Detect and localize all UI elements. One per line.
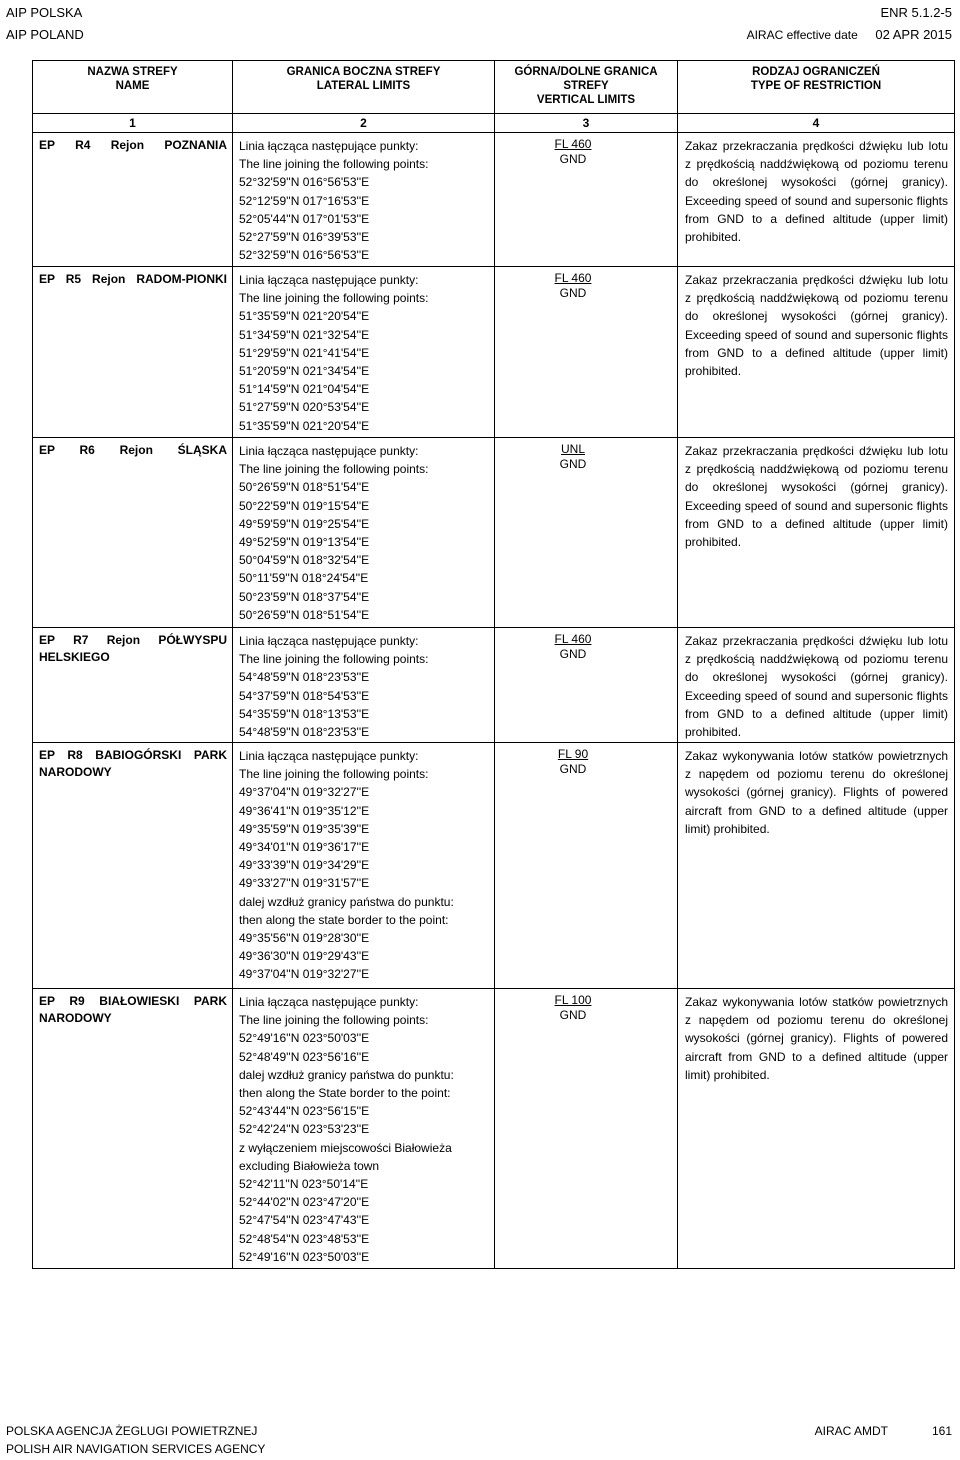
table-row: [33, 628, 955, 743]
lateral-limit-line: 52°44'02''N 023°47'20''E: [239, 1195, 370, 1210]
upper-limit: FL 100: [554, 993, 592, 1007]
lateral-limits-cell: [233, 133, 495, 267]
lateral-limit-line: 52°32'59''N 016°56'53''E: [239, 175, 370, 190]
lateral-limit-line: excluding Białowieża town: [239, 1158, 380, 1173]
effective-date: 02 APR 2015: [875, 27, 952, 42]
vertical-limits-cell: [495, 628, 678, 743]
upper-limit: FL 460: [554, 271, 592, 285]
agency-name-pl: POLSKA AGENCJA ŻEGLUGI POWIETRZNEJ: [6, 1424, 258, 1438]
area-name-cell: [33, 989, 233, 1269]
table-row: [33, 438, 955, 628]
lateral-limit-line: dalej wzdłuż granicy państwa do punktu:: [239, 1067, 454, 1082]
lateral-limit-line: 52°42'11''N 023°50'14''E: [239, 1177, 369, 1192]
lateral-limit-line: Linia łącząca następujące punkty:: [239, 995, 419, 1009]
lateral-limit-line: 49°36'41''N 019°35'12''E: [239, 803, 370, 818]
lateral-limit-line: 49°33'39''N 019°34'29''E: [239, 858, 370, 873]
lower-limit: GND: [559, 152, 587, 166]
lateral-limit-line: 50°26'59''N 018°51'54''E: [239, 607, 370, 622]
lateral-limit-line: The line joining the following points:: [239, 1013, 429, 1028]
doc-title-pl: AIP POLSKA: [6, 5, 83, 20]
restriction-cell: [678, 267, 955, 438]
restriction-cell: [678, 743, 955, 989]
amdt-number: 161: [931, 1424, 952, 1438]
lateral-limits-cell: [233, 628, 495, 743]
column-number-row: [33, 114, 955, 133]
page-reference: ENR 5.1.2-5: [880, 5, 952, 20]
column-number: 4: [678, 114, 955, 133]
column-header-lateral: GRANICA BOCZNA STREFY LATERAL LIMITS: [233, 61, 495, 114]
header-left: [6, 2, 84, 46]
lateral-limit-line: 49°35'56''N 019°28'30''E: [239, 931, 370, 946]
lateral-limit-line: The line joining the following points:: [239, 462, 429, 477]
lateral-limit-line: 49°34'01''N 019°36'17''E: [239, 840, 370, 855]
upper-limit: FL 460: [554, 632, 592, 646]
lateral-limit-line: 52°47'54''N 023°47'43''E: [239, 1213, 370, 1228]
upper-limit: FL 460: [554, 137, 592, 151]
area-name-cell: [33, 743, 233, 989]
lateral-limit-line: Linia łącząca następujące punkty:: [239, 634, 419, 648]
lateral-limit-line: 51°14'59''N 021°04'54''E: [239, 382, 370, 397]
lateral-limit-line: 50°26'59''N 018°51'54''E: [239, 480, 370, 495]
area-name-cell: [33, 133, 233, 267]
column-number: 2: [233, 114, 495, 133]
lateral-limits-cell: [233, 743, 495, 989]
restriction-text: Zakaz przekraczania prędkości dźwięku lub lotu z prędkością naddźwiękową od poziomu terenu do określonej wysokości (górnej granicy). Exceeding speed of sound and supersonic flights from GND to a defined altitude (upper limit) prohibited.: [685, 139, 948, 245]
lateral-limit-line: Linia łącząca następujące punkty:: [239, 444, 419, 458]
lateral-limit-line: The line joining the following points:: [239, 767, 429, 782]
lateral-limit-line: Linia łącząca następujące punkty:: [239, 139, 419, 153]
header-right: [747, 2, 952, 46]
lower-limit: GND: [559, 647, 587, 661]
lateral-limit-line: 52°12'59''N 017°16'53''E: [239, 193, 370, 208]
restriction-text: Zakaz wykonywania lotów statków powietrznych z napędem od poziomu terenu do określonej wysokości (górnej granicy). Flights of powered aircraft from GND to a defined altitude (upper limit) prohibited.: [685, 995, 948, 1082]
lateral-limit-line: The line joining the following points:: [239, 291, 429, 306]
table-body: [33, 133, 955, 1269]
area-name: EP R5 Rejon RADOM-PIONKI: [39, 272, 227, 286]
lateral-limit-line: 50°22'59''N 019°15'54''E: [239, 498, 370, 513]
vertical-limits-cell: [495, 438, 678, 628]
lateral-limit-line: 50°04'59''N 018°32'54''E: [239, 553, 370, 568]
lateral-limits-cell: [233, 267, 495, 438]
lateral-limit-line: 49°52'59''N 019°13'54''E: [239, 535, 370, 550]
vertical-limits-cell: [495, 133, 678, 267]
lower-limit: GND: [559, 457, 587, 471]
vertical-limits-cell: [495, 267, 678, 438]
restriction-cell: [678, 628, 955, 743]
lateral-limit-line: 51°34'59''N 021°32'54''E: [239, 327, 370, 342]
lateral-limit-line: 49°37'04''N 019°32'27''E: [239, 967, 370, 982]
restriction-cell: [678, 133, 955, 267]
footer-right: [771, 1424, 952, 1438]
column-header-name: NAZWA STREFY NAME: [33, 61, 233, 114]
table-row: [33, 133, 955, 267]
restriction-text: Zakaz wykonywania lotów statków powietrznych z napędem od poziomu terenu do określonej wysokości (górnej granicy). Flights of powered aircraft from GND to a defined altitude (upper limit) prohibited.: [685, 749, 948, 836]
lateral-limit-line: 49°59'59''N 019°25'54''E: [239, 516, 370, 531]
lateral-limit-line: 51°20'59''N 021°34'54''E: [239, 364, 370, 379]
lateral-limit-line: 52°49'16''N 023°50'03''E: [239, 1249, 370, 1264]
lateral-limit-line: 51°35'59''N 021°20'54''E: [239, 309, 370, 324]
area-name-cell: [33, 267, 233, 438]
lateral-limit-line: 52°05'44''N 017°01'53''E: [239, 211, 370, 226]
restricted-areas-table: [32, 60, 955, 1269]
table-header-row: [33, 61, 955, 114]
lower-limit: GND: [559, 1008, 587, 1022]
lateral-limit-line: The line joining the following points:: [239, 652, 429, 667]
amdt-label: AIRAC AMDT: [814, 1424, 888, 1438]
restriction-text: Zakaz przekraczania prędkości dźwięku lub lotu z prędkością naddźwiękową od poziomu terenu do określonej wysokości (górnej granicy). Exceeding speed of sound and supersonic flights from GND to a defined altitude (upper limit) prohibited.: [685, 634, 948, 740]
lateral-limit-line: 54°48'59''N 018°23'53''E: [239, 725, 370, 740]
table-row: [33, 989, 955, 1269]
lateral-limit-line: Linia łącząca następujące punkty:: [239, 273, 419, 287]
vertical-limits-cell: [495, 989, 678, 1269]
restriction-text: Zakaz przekraczania prędkości dźwięku lub lotu z prędkością naddźwiękową od poziomu terenu do określonej wysokości (górnej granicy). Exceeding speed of sound and supersonic flights from GND to a defined altitude (upper limit) prohibited.: [685, 273, 948, 379]
restriction-text: Zakaz przekraczania prędkości dźwięku lub lotu z prędkością naddźwiękową od poziomu terenu do określonej wysokości (górnej granicy). Exceeding speed of sound and supersonic flights from GND to a defined altitude (upper limit) prohibited.: [685, 444, 948, 550]
lateral-limit-line: 54°37'59''N 018°54'53''E: [239, 688, 370, 703]
lateral-limit-line: 52°42'24''N 023°53'23''E: [239, 1122, 370, 1137]
lateral-limit-line: then along the state border to the point:: [239, 912, 449, 927]
lower-limit: GND: [559, 762, 587, 776]
agency-name-en: POLISH AIR NAVIGATION SERVICES AGENCY: [6, 1442, 266, 1456]
lateral-limit-line: dalej wzdłuż granicy państwa do punktu:: [239, 894, 454, 909]
lateral-limit-line: 52°27'59''N 016°39'53''E: [239, 230, 370, 245]
upper-limit: UNL: [560, 442, 585, 456]
table-row: [33, 743, 955, 989]
lateral-limit-line: 49°35'59''N 019°35'39''E: [239, 821, 370, 836]
column-number: 3: [495, 114, 678, 133]
lateral-limit-line: 54°48'59''N 018°23'53''E: [239, 670, 370, 685]
lateral-limits-cell: [233, 438, 495, 628]
lateral-limit-line: 52°43'44''N 023°56'15''E: [239, 1104, 370, 1119]
lateral-limit-line: 51°35'59''N 021°20'54''E: [239, 418, 370, 433]
lateral-limits-cell: [233, 989, 495, 1269]
lateral-limit-line: 52°48'49''N 023°56'16''E: [239, 1049, 370, 1064]
lateral-limit-line: then along the State border to the point:: [239, 1086, 451, 1101]
lateral-limit-line: 49°37'04''N 019°32'27''E: [239, 785, 370, 800]
lateral-limit-line: 49°36'30''N 019°29'43''E: [239, 949, 370, 964]
upper-limit: FL 90: [557, 747, 589, 761]
column-number: 1: [33, 114, 233, 133]
lower-limit: GND: [559, 286, 587, 300]
area-name: EP R6 Rejon ŚLĄSKA: [39, 443, 227, 457]
area-name: EP R8 BABIOGÓRSKI PARK NARODOWY: [39, 748, 227, 779]
lateral-limit-line: 51°27'59''N 020°53'54''E: [239, 400, 370, 415]
column-header-restriction: RODZAJ OGRANICZEŃ TYPE OF RESTRICTION: [678, 61, 955, 114]
footer-left: [6, 1422, 265, 1458]
lateral-limit-line: 52°49'16''N 023°50'03''E: [239, 1031, 370, 1046]
lateral-limit-line: 49°33'27''N 019°31'57''E: [239, 876, 370, 891]
lateral-limit-line: 54°35'59''N 018°13'53''E: [239, 706, 370, 721]
column-header-vertical: GÓRNA/DOLNE GRANICA STREFY VERTICAL LIMITS: [495, 61, 678, 114]
lateral-limit-line: 52°32'59''N 016°56'53''E: [239, 248, 370, 263]
restriction-cell: [678, 438, 955, 628]
area-name: EP R7 Rejon PÓŁWYSPU HELSKIEGO: [39, 633, 227, 664]
doc-title-en: AIP POLAND: [6, 27, 84, 42]
table-row: [33, 267, 955, 438]
area-name-cell: [33, 438, 233, 628]
lateral-limit-line: 50°23'59''N 018°37'54''E: [239, 589, 370, 604]
effective-date-label: AIRAC effective date: [746, 28, 858, 42]
lateral-limit-line: z wyłączeniem miejscowości Białowieża: [239, 1140, 452, 1155]
area-name-cell: [33, 628, 233, 743]
area-name: EP R4 Rejon POZNANIA: [39, 138, 227, 152]
lateral-limit-line: 52°48'54''N 023°48'53''E: [239, 1231, 370, 1246]
lateral-limit-line: The line joining the following points:: [239, 157, 429, 172]
lateral-limit-line: 50°11'59''N 018°24'54''E: [239, 571, 369, 586]
restriction-cell: [678, 989, 955, 1269]
area-name: EP R9 BIAŁOWIESKI PARK NARODOWY: [39, 994, 227, 1025]
lateral-limit-line: 51°29'59''N 021°41'54''E: [239, 345, 370, 360]
effective-date-line: [747, 24, 952, 46]
lateral-limit-line: Linia łącząca następujące punkty:: [239, 749, 419, 763]
vertical-limits-cell: [495, 743, 678, 989]
